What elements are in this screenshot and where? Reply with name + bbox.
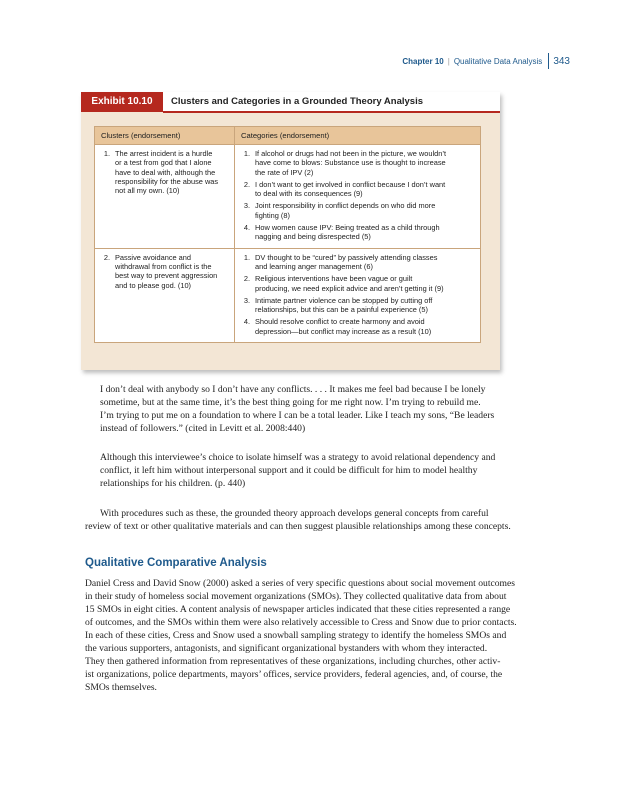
item-text xyxy=(255,180,445,199)
text-line: How women cause IPV: Being treated as a child through xyxy=(255,223,440,233)
block-quote-2 xyxy=(85,451,555,490)
text-line: and to please god. (10) xyxy=(115,280,192,290)
item-number: 4. xyxy=(243,317,250,327)
text-line: the various supporters, antagonists, and significant organizational bystanders with whom they interacted. xyxy=(85,643,488,654)
item-number: 2. xyxy=(243,179,250,189)
text-line: of outcomes, and the SMOs within them were also relatively accessible to Cress and Snow due to prior contacts. xyxy=(85,617,517,628)
text-line: review of text or other qualitative materials and can then suggest plausible relationships among these concepts. xyxy=(85,521,511,532)
block-quote-1 xyxy=(85,383,555,435)
text-line: responsibility for the abuse was xyxy=(115,176,219,186)
cluster-item xyxy=(99,253,230,290)
text-line: DV thought to be “cured” by passively attending classes xyxy=(255,252,438,262)
table-row xyxy=(95,248,481,342)
item-number: 4. xyxy=(243,223,250,233)
column-header-categories: Categories (endorsement) xyxy=(235,127,481,145)
text-line: have come to blows: Substance use is thought to increase xyxy=(255,158,446,168)
text-line: Daniel Cress and David Snow (2000) asked a series of very specific questions about social movement outcomes xyxy=(85,578,516,589)
text-line: ist organizations, police departments, mayors’ offices, service providers, federal agencies, and, of course, the xyxy=(85,669,503,680)
category-item xyxy=(239,180,476,199)
text-line: not all my own. (10) xyxy=(115,186,180,196)
text-line: They then gathered information from representatives of these organizations, including churches, other activ- xyxy=(85,656,501,667)
text-line: relationships for his children. (p. 440) xyxy=(100,478,246,489)
exhibit-title-rule xyxy=(163,111,500,113)
exhibit-title: Clusters and Categories in a Grounded Theory Analysis xyxy=(171,96,423,107)
cluster-item xyxy=(99,149,230,195)
category-item xyxy=(239,317,476,336)
text-line: and learning anger management (6) xyxy=(255,261,373,271)
text-line: Religious interventions have been vague or guilt xyxy=(255,274,413,284)
text-line: 15 SMOs in eight cities. A content analysis of newspaper articles indicated that these cities represented a range xyxy=(85,604,511,615)
exhibit-titlebar xyxy=(81,92,500,112)
text-line: producing, we need explicit advice and aren’t getting it (9) xyxy=(255,283,444,293)
exhibit-label: Exhibit 10.10 xyxy=(81,92,163,112)
text-line: the rate of IPV (2) xyxy=(255,167,314,177)
paragraph-1 xyxy=(85,507,555,533)
item-text xyxy=(255,149,446,177)
table-row xyxy=(95,145,481,249)
text-line: instead of followers.” (cited in Levitt et al. 2008:440) xyxy=(100,423,306,434)
text-line: The arrest incident is a hurdle xyxy=(115,149,213,158)
paragraph-text xyxy=(85,507,555,533)
item-text xyxy=(255,296,432,315)
item-text xyxy=(255,223,440,242)
categories-cell xyxy=(235,145,481,249)
item-text xyxy=(255,274,444,293)
item-number: 1. xyxy=(103,149,110,158)
chapter-label: Chapter 10 xyxy=(402,56,444,66)
text-line: depression—but conflict may increase as a result (10) xyxy=(255,326,432,336)
categories-cell xyxy=(235,248,481,342)
item-number: 1. xyxy=(243,252,250,262)
category-item xyxy=(239,149,476,177)
quote-text xyxy=(100,451,555,490)
item-text xyxy=(255,253,437,272)
column-header-clusters: Clusters (endorsement) xyxy=(95,127,235,145)
running-header xyxy=(402,53,570,69)
page-number: 343 xyxy=(553,55,570,67)
text-line: Passive avoidance and xyxy=(115,252,192,262)
text-line: SMOs themselves. xyxy=(85,682,157,693)
item-text xyxy=(255,317,431,336)
table-header-row xyxy=(95,127,481,145)
paragraph-text xyxy=(85,577,555,694)
text-line: in their study of homeless social movement organizations (SMOs). They collected qualitative data from about xyxy=(85,591,507,602)
text-line: Joint responsibility in conflict depends on who did more xyxy=(255,201,436,211)
table-body xyxy=(95,145,481,343)
text-line: withdrawal from conflict is the xyxy=(115,261,212,271)
category-item xyxy=(239,223,476,242)
cluster-cell xyxy=(95,145,235,249)
text-line: relationships, but this can be a painful experience (5) xyxy=(255,305,428,315)
item-text xyxy=(255,201,435,220)
paragraph-2 xyxy=(85,577,555,694)
exhibit-table xyxy=(94,126,481,343)
text-line: or a test from god that I alone xyxy=(115,158,212,168)
item-number: 3. xyxy=(243,201,250,211)
category-item xyxy=(239,253,476,272)
text-line: I don’t deal with anybody so I don’t have any conflicts. . . . It makes me feel bad because I be lonely xyxy=(100,384,486,395)
section-label: Qualitative Data Analysis xyxy=(453,56,543,66)
text-line: fighting (8) xyxy=(255,210,290,220)
text-line: Should resolve conflict to create harmony and avoid xyxy=(255,317,425,327)
text-line: best way to prevent aggression xyxy=(115,271,218,281)
text-line: With procedures such as these, the grounded theory approach develops general concepts from careful xyxy=(100,508,489,519)
header-divider xyxy=(548,53,549,69)
item-number: 3. xyxy=(243,295,250,305)
text-line: sometime, but at the same time, it’s the best thing going for me right now. I’m trying to rebuild me. xyxy=(100,397,481,408)
text-line: In each of these cities, Cress and Snow used a snowball sampling strategy to identify the homeless SMOs and xyxy=(85,630,507,641)
text-line: nagging and being disrespected (5) xyxy=(255,232,371,242)
header-separator: | xyxy=(447,56,450,66)
category-item xyxy=(239,201,476,220)
category-item xyxy=(239,274,476,293)
text-line: If alcohol or drugs had not been in the picture, we wouldn’t xyxy=(255,149,447,158)
text-line: conflict, it left him without interpersonal support and it could be difficult for him to model healthy xyxy=(100,465,478,476)
section-heading: Qualitative Comparative Analysis xyxy=(85,557,267,569)
text-line: Although this interviewee’s choice to isolate himself was a strategy to avoid relational dependency and xyxy=(100,452,496,463)
item-number: 2. xyxy=(103,252,110,262)
item-number: 2. xyxy=(243,274,250,284)
exhibit-box xyxy=(81,92,500,370)
text-line: have to deal with, although the xyxy=(115,167,216,177)
category-item xyxy=(239,296,476,315)
item-text xyxy=(115,253,217,290)
cluster-cell xyxy=(95,248,235,342)
text-line: to deal with its consequences (9) xyxy=(255,189,363,199)
text-line: I’m trying to put me on a foundation to where I can be a total leader. Like I teach my sons, “Be leaders xyxy=(100,410,495,421)
text-line: Intimate partner violence can be stopped by cutting off xyxy=(255,295,433,305)
quote-text xyxy=(100,383,555,435)
item-text xyxy=(115,149,218,195)
item-number: 1. xyxy=(243,149,250,158)
text-line: I don’t want to get involved in conflict because I don’t want xyxy=(255,179,446,189)
